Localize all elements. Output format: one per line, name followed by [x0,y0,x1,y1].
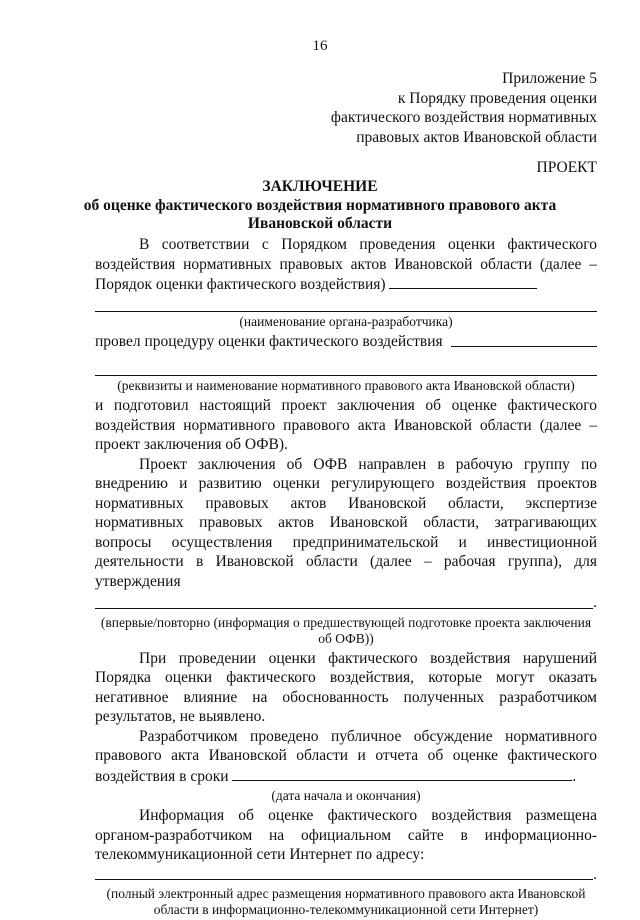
blank-field-address [95,865,593,880]
paragraph-prepared: и подготовил настоящий проект заключения об оценке фактического воздействия нормативного правового акта Ивановской области (далее – проект заключения об ОФВ). [95,397,597,453]
document-body [95,235,597,920]
paragraph-procedure [95,332,597,352]
caption-act: (реквизиты и наименование нормативного правового акта Ивановской области) [117,378,575,393]
paragraph-procedure-text: провел процедуру оценки фактического воздействия [95,332,443,350]
caption-developer: (наименование органа-разработчика) [239,313,453,329]
caption-dates: (дата начала и окончания) [271,788,421,803]
title-line-3: Ивановской области [247,215,393,232]
caption-status: (впервые/повторно (информация о предшествующей подготовке проекта заключения об ОФВ)) [100,614,592,646]
caption-address: (полный электронный адрес размещения нормативного правового акта Ивановской области в информационно-телекоммуникационной сети Интернет) [106,886,586,917]
title-line-1: ЗАКЛЮЧЕНИЕ [262,178,378,195]
document-title [0,178,640,234]
title-line-2: об оценке фактического воздействия нормативного правового акта [83,196,557,214]
paragraph-info: Информация об оценке фактического воздействия размещена органом-разработчиком на официальном сайте в информационно-телекоммуникационной сети Интернет по адресу: [95,807,597,863]
appendix-line: к Порядку проведения оценки [397,89,597,107]
appendix-line: Приложение 5 [502,70,597,87]
blank-field [451,332,597,347]
paragraph-intro [95,235,597,295]
blank-field-developer [95,297,597,312]
blank-field [389,274,537,289]
blank-row-status: . [95,593,597,613]
paragraph-discussion: Разработчиком проведено публичное обсуждение нормативного правового акта Ивановской области и отчета об оценке фактического воздействия в сроки . [95,727,597,785]
blank-field-dates [232,766,572,781]
blank-field-act [95,361,597,376]
paragraph-intro-text: В соответствии с Порядком проведения оценки фактического воздействия нормативных правовых актов Ивановской области (далее – Порядок оценки фактического воздействия) [95,236,597,293]
appendix-block [331,69,597,147]
appendix-line: правовых актов Ивановской области [356,128,597,146]
blank-field-status [95,594,593,609]
paragraph-discussion-text: Разработчиком проведено публичное обсуждение нормативного правового акта Ивановской области и отчета об оценке фактического воздействия в сроки [95,727,597,785]
page-number: 16 [312,38,328,54]
blank-row-address: . [95,865,597,885]
paragraph-violations: При проведении оценки фактического воздействия нарушений Порядка оценки фактического воздействия, которые могут оказать негативное влияние на обоснованность полученных разработчиком результатов, не выявлено. [95,649,597,725]
draft-label: ПРОЕКТ [536,159,597,176]
appendix-line: фактического воздействия нормативных [330,109,597,126]
paragraph-sent: Проект заключения об ОФВ направлен в рабочую группу по внедрению и развитию оценки регулирующего воздействия проектов нормативных правовых актов Ивановской области, экспертизе нормативных правовых актов Ивановской области, затрагивающих вопросы осуществления предпринимательской и инвестиционной деятельности в Ивановской области (далее – рабочая группа), для утверждения [95,455,597,590]
